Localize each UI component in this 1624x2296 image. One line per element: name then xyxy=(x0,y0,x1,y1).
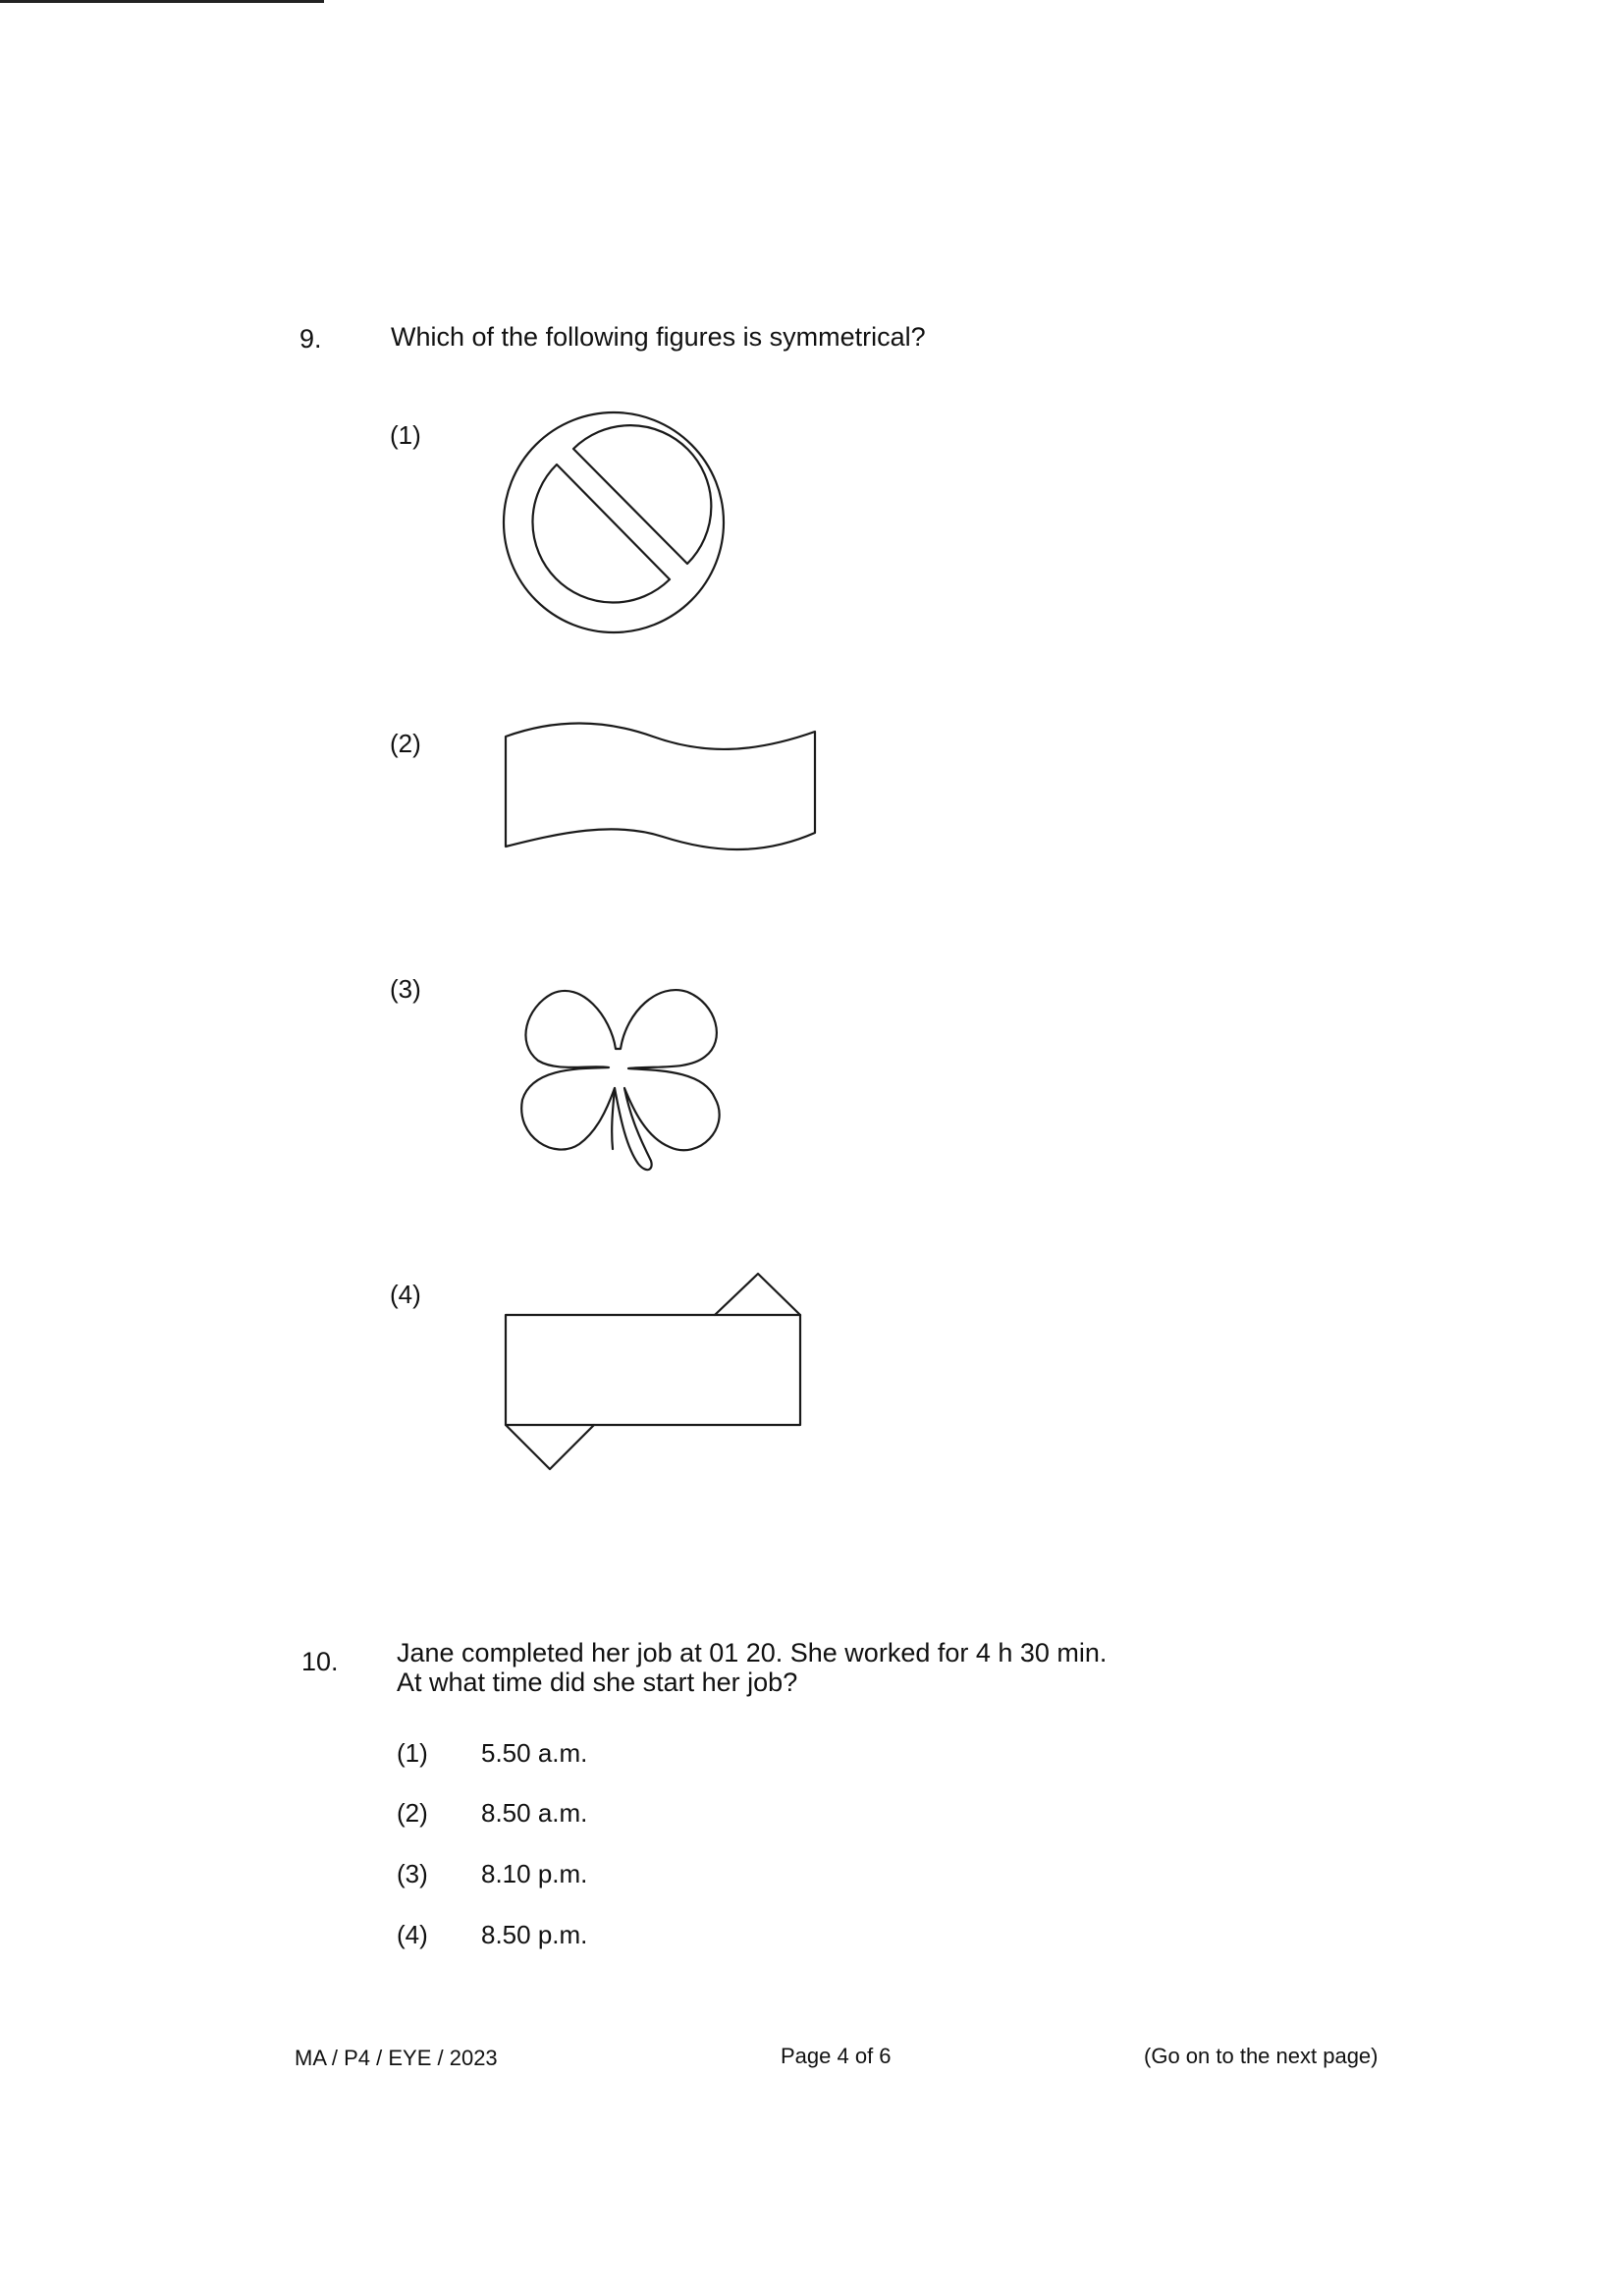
q9-option-4-label: (4) xyxy=(390,1280,421,1309)
question-10-number: 10. xyxy=(301,1647,339,1676)
footer-next-page-note: (Go on to the next page) xyxy=(1144,2044,1379,2068)
q9-option-1-label: (1) xyxy=(390,420,421,450)
q10-option-3-value: 8.10 p.m. xyxy=(481,1859,588,1888)
question-9-number: 9. xyxy=(299,324,322,354)
q10-option-4-label: (4) xyxy=(397,1920,428,1949)
question-10-text xyxy=(397,1638,1107,1697)
q9-option-3-label: (3) xyxy=(390,974,421,1004)
question-10-line-1: Jane completed her job at 01 20. She worked for 4 h 30 min. xyxy=(397,1638,1108,1667)
q10-option-3-label: (3) xyxy=(397,1859,428,1888)
four-leaf-clover-figure xyxy=(511,972,731,1188)
q9-option-2-label: (2) xyxy=(390,729,421,758)
question-10-line-2: At what time did she start her job? xyxy=(397,1667,798,1697)
wavy-banner-figure xyxy=(501,717,820,862)
q10-option-2-value: 8.50 a.m. xyxy=(481,1798,588,1828)
question-9-text: Which of the following figures is symmetrical? xyxy=(391,322,926,352)
scan-edge-line xyxy=(0,0,324,3)
no-entry-circle-icon xyxy=(496,405,731,640)
q10-option-2-label: (2) xyxy=(397,1798,428,1828)
footer-page-number: Page 4 of 6 xyxy=(781,2044,892,2068)
rectangle-with-triangles-figure xyxy=(501,1269,805,1480)
q10-option-1-label: (1) xyxy=(397,1738,428,1768)
q10-option-4-value: 8.50 p.m. xyxy=(481,1920,588,1949)
footer-paper-code: MA / P4 / EYE / 2023 xyxy=(295,2046,498,2070)
q10-option-1-value: 5.50 a.m. xyxy=(481,1738,588,1768)
